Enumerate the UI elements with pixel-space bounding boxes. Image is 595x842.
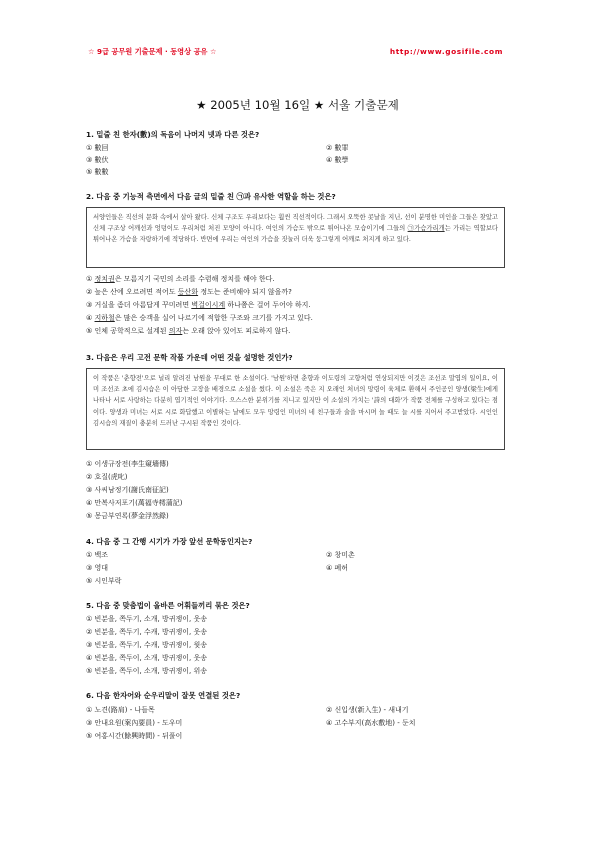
q2-passage-marked: ㉠가슴가리개 — [407, 225, 445, 233]
q1-option-4: ④ 數學 — [326, 156, 349, 164]
q6-option-5: ⑤ 여홍시간(餘興時間) - 뒤풀이 — [86, 732, 183, 740]
q3-option-5: ⑤ 몽금부연록(夢金浮然錄) — [86, 512, 169, 520]
q2-passage-box — [86, 207, 505, 268]
q3-option-1: ① 이생규장전(李生窺墻傳) — [86, 460, 169, 468]
q3-option-2: ② 호질(虎叱) — [86, 473, 128, 481]
q3-option-3: ③ 사씨남정기(謝氏南征記) — [86, 486, 169, 494]
q5-option-2: ② 빈분을, 쪽두기, 수캐, 방귀쟁이, 웃송 — [86, 628, 207, 636]
question-2-title: 2. 다음 중 기능적 측면에서 다음 글의 밑줄 친 ㉠과 유사한 역할을 하는 것은? — [86, 192, 336, 201]
q1-option-3: ③ 數伏 — [86, 156, 109, 164]
q2-passage-after: 는 가리는 역할보다 튀어나온 가슴을 자랑하기에 적당하다. 반면에 우리는 여인의 가슴을 짓눌러 더욱 둥그렇게 어깨로 처지게 하고 있다. — [93, 225, 499, 244]
question-1-title: 1. 밑줄 친 한자(數)의 독음이 나머지 넷과 다른 것은? — [86, 130, 260, 139]
q3-option-4: ④ 만복사저포기(萬福寺樗蒲記) — [86, 499, 183, 507]
q5-option-5: ⑤ 빈분을, 쪽두이, 소개, 방귀쟁이, 위송 — [86, 667, 207, 675]
q6-option-1: ① 노견(路肩) - 나들목 — [86, 706, 155, 714]
page-title: ★ 2005년 10월 16일 ★ 서울 기출문제 — [196, 98, 399, 112]
question-3-title: 3. 다음은 우리 고전 문학 작품 가운데 어떤 것을 설명한 것인가? — [86, 353, 293, 362]
header-left-text: ☆ 9급 공무원 기출문제 · 동영상 공유 ☆ — [88, 47, 217, 56]
q5-option-4: ④ 빈분을, 쪽두이, 소개, 방귀쟁이, 웃송 — [86, 654, 207, 662]
q4-option-3: ③ 영대 — [86, 564, 109, 572]
q2-option-5: ⑤ 인체 공학적으로 설계된 의자는 오래 앉아 있어도 피로하지 않다. — [86, 327, 291, 335]
q1-option-1: ① 數回 — [86, 144, 109, 152]
q2-option-2: ② 높은 산에 오르려면 적어도 등산화 정도는 준비해야 되지 않을까? — [86, 288, 292, 296]
q6-option-3: ③ 안내요원(案內要員) - 도우미 — [86, 719, 183, 727]
q4-option-4: ④ 폐허 — [326, 564, 349, 572]
q5-option-3: ③ 빈분을, 쪽두기, 수캐, 방귀쟁이, 윗송 — [86, 641, 207, 649]
q5-option-1: ① 빈분을, 쪽두기, 소개, 방귀쟁이, 웃송 — [86, 615, 207, 623]
q6-option-4: ④ 고수부지(高水敷地) - 둔치 — [326, 719, 416, 727]
q1-option-5: ⑤ 數數 — [86, 168, 109, 176]
question-6-title: 6. 다음 한자어와 순우리말이 잘못 연결된 것은? — [86, 691, 241, 700]
q3-passage-box: 이 작품은 '춘향전'으로 널리 알려진 남원을 무대로 한 소설이다. '남원'하면 춘향과 이도령의 고향처럼 연상되지만 이것은 조선조 말엽의 일이요, 이미 조선조 초에 김시습은 이 아담한 고장을 배경으로 소설을 썼다. 이 소설은 죽은 지 오래인 처녀의 망령이 육체로 환해서 주인공인 양생(梁生)에게 나타나 서로 사랑하는 다분히 엽기적인 이야기다. 으스스한 분위기를 지니고 있지만 이 소설의 가치는 '詩의 대화'가 작품 전체를 구성하고 있다는 점이다. 양생과 미녀는 서로 시로 화답했고 이별하는 날에도 모두 망령인 미녀의 네 친구들과 술을 마시며 놀 때도 늘 시를 지어서 주고받았다. 시인인 김시습의 재질이 충분히 드러난 구시된 작품인 것이다. — [86, 368, 505, 450]
q2-option-4: ④ 지하철은 많은 승객을 실어 나르기에 적합한 구조와 크기를 가지고 있다. — [86, 314, 313, 322]
q6-option-2: ② 신입생(新入生) - 새내기 — [326, 706, 409, 714]
question-5-title: 5. 다음 중 맞춤법이 올바른 어휘들끼리 묶은 것은? — [86, 601, 250, 610]
q4-option-2: ② 창미촌 — [326, 551, 355, 559]
q2-option-3: ③ 거실을 좀더 아름답게 꾸미려면 벽걸이시계 하나쯤은 걸어 두어야 하지. — [86, 301, 311, 309]
q4-option-1: ① 백조 — [86, 551, 109, 559]
q2-passage-before: 서양인들은 직선의 문화 속에서 살아 왔다. 신체 구조도 우리보다는 훨씬 직선적이다. 그래서 오뚝한 콧날을 지닌, 선이 분명한 미인을 그들은 찾았고 신체 구조상 어깨선과 엉덩이도 우리처럼 처진 모양이 아니다. 여인의 가슴도 밖으로 튀어나온 모습이기에 그들의 — [93, 214, 498, 233]
q4-option-5: ⑤ 시인부락 — [86, 577, 122, 585]
question-4-title: 4. 다음 중 그 간행 시기가 가장 앞선 문학동인지는? — [86, 537, 253, 546]
header-url-link[interactable]: http://www.gosifile.com — [389, 47, 503, 56]
q1-option-2: ② 數罪 — [326, 144, 349, 152]
q2-option-1: ① 정치권은 모름지기 국민의 소리를 수렴해 정치를 해야 한다. — [86, 275, 275, 283]
